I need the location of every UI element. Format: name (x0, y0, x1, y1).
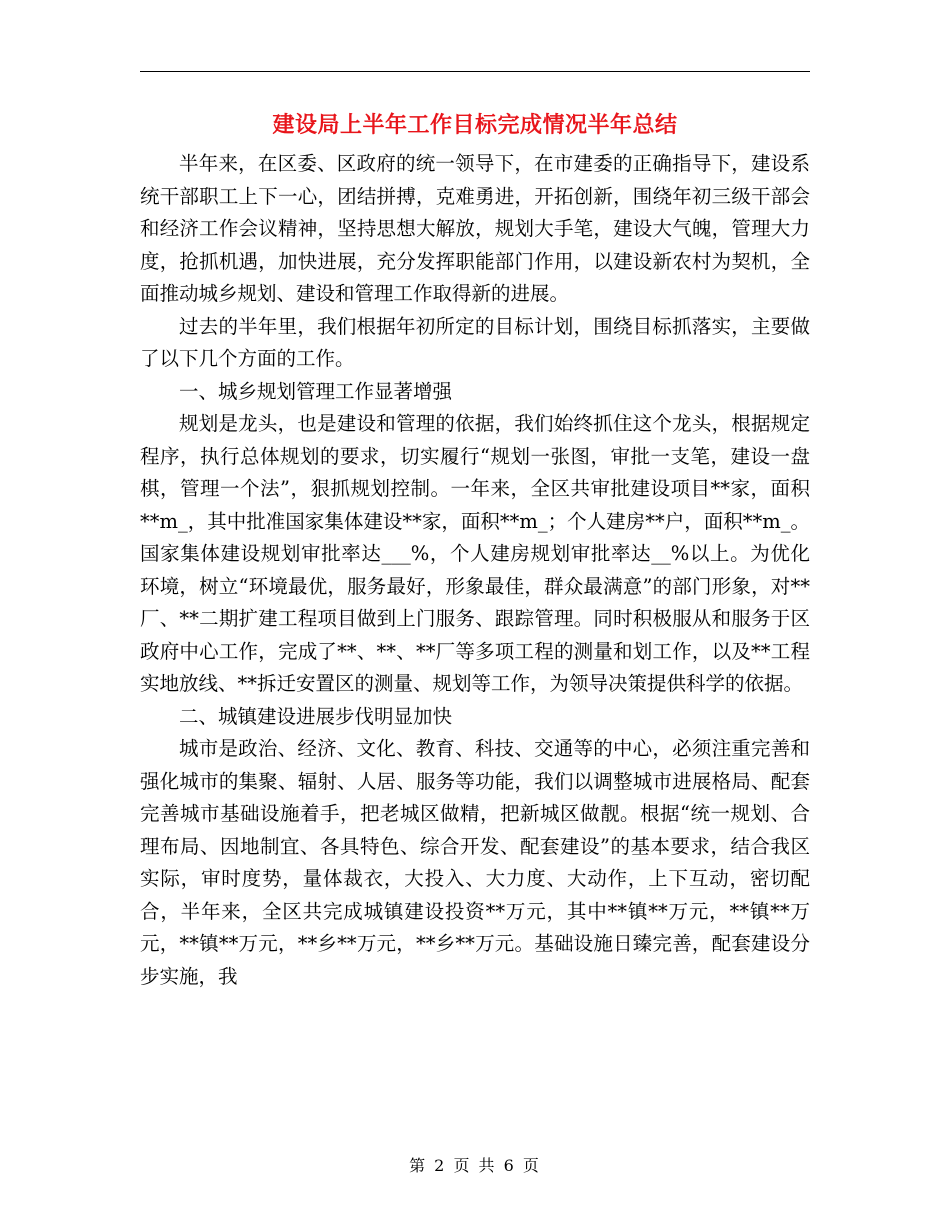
paragraph-planning: 规划是龙头，也是建设和管理的依据，我们始终抓住这个龙头，根据规定程序，执行总体规划的要求，切实履行“规划一张图，审批一支笔，建设一盘棋，管理一个法”，狠抓规划控制。一年来，全区共审批建设项目**家，面积**m_，其中批准国家集体建设**家，面积**m_；个人建房**户，面积**m_。国家集体建设规划审批率达___%，个人建房规划审批率达__%以上。为优化环境，树立“环境最优，服务最好，形象最佳，群众最满意”的部门形象，对**厂、**二期扩建工程项目做到上门服务、跟踪管理。同时积极服从和服务于区政府中心工作，完成了**、**、**厂等多项工程的测量和划工作，以及**工程实地放线、**拆迁安置区的测量、规划等工作，为领导决策提供科学的依据。 (140, 412, 810, 695)
paragraph-construction: 城市是政治、经济、文化、教育、科技、交通等的中心，必须注重完善和强化城市的集聚、辐射、人居、服务等功能，我们以调整城市进展格局、配套完善城市基础设施着手，把老城区做精，把新城区做靓。根据“统一规划、合理布局、因地制宜、各具特色、综合开发、配套建设”的基本要求，结合我区实际，审时度势，量体裁衣，大投入、大力度、大动作，上下互动，密切配合，半年来，全区共完成城镇建设投资**万元，其中**镇**万元，**镇**万元，**镇**万元，**乡**万元，**乡**万元。基础设施日臻完善，配套建设分步实施，我 (140, 737, 810, 988)
header-rule (140, 71, 810, 72)
section-heading-construction: 二、城镇建设进展步伐明显加快 (179, 704, 453, 728)
document-title: 建设局上半年工作目标完成情况半年总结 (272, 112, 678, 138)
document-body (140, 148, 810, 993)
paragraph-intro: 半年来，在区委、区政府的统一领导下，在市建委的正确指导下，建设系统干部职工上下一心，团结拼搏，克难勇进，开拓创新，围绕年初三级干部会和经济工作会议精神，坚持思想大解放，规划大手笔，建设大气魄，管理大力度，抢抓机遇，加快进展，充分发挥职能部门作用，以建设新农村为契机，全面推动城乡规划、建设和管理工作取得新的进展。 (140, 152, 810, 305)
page-number: 第 2 页 共 6 页 (409, 1156, 541, 1175)
paragraph-overview: 过去的半年里，我们根据年初所定的目标计划，围绕目标抓落实，主要做了以下几个方面的工作。 (140, 314, 810, 370)
section-heading-planning: 一、城乡规划管理工作显著增强 (179, 379, 453, 403)
